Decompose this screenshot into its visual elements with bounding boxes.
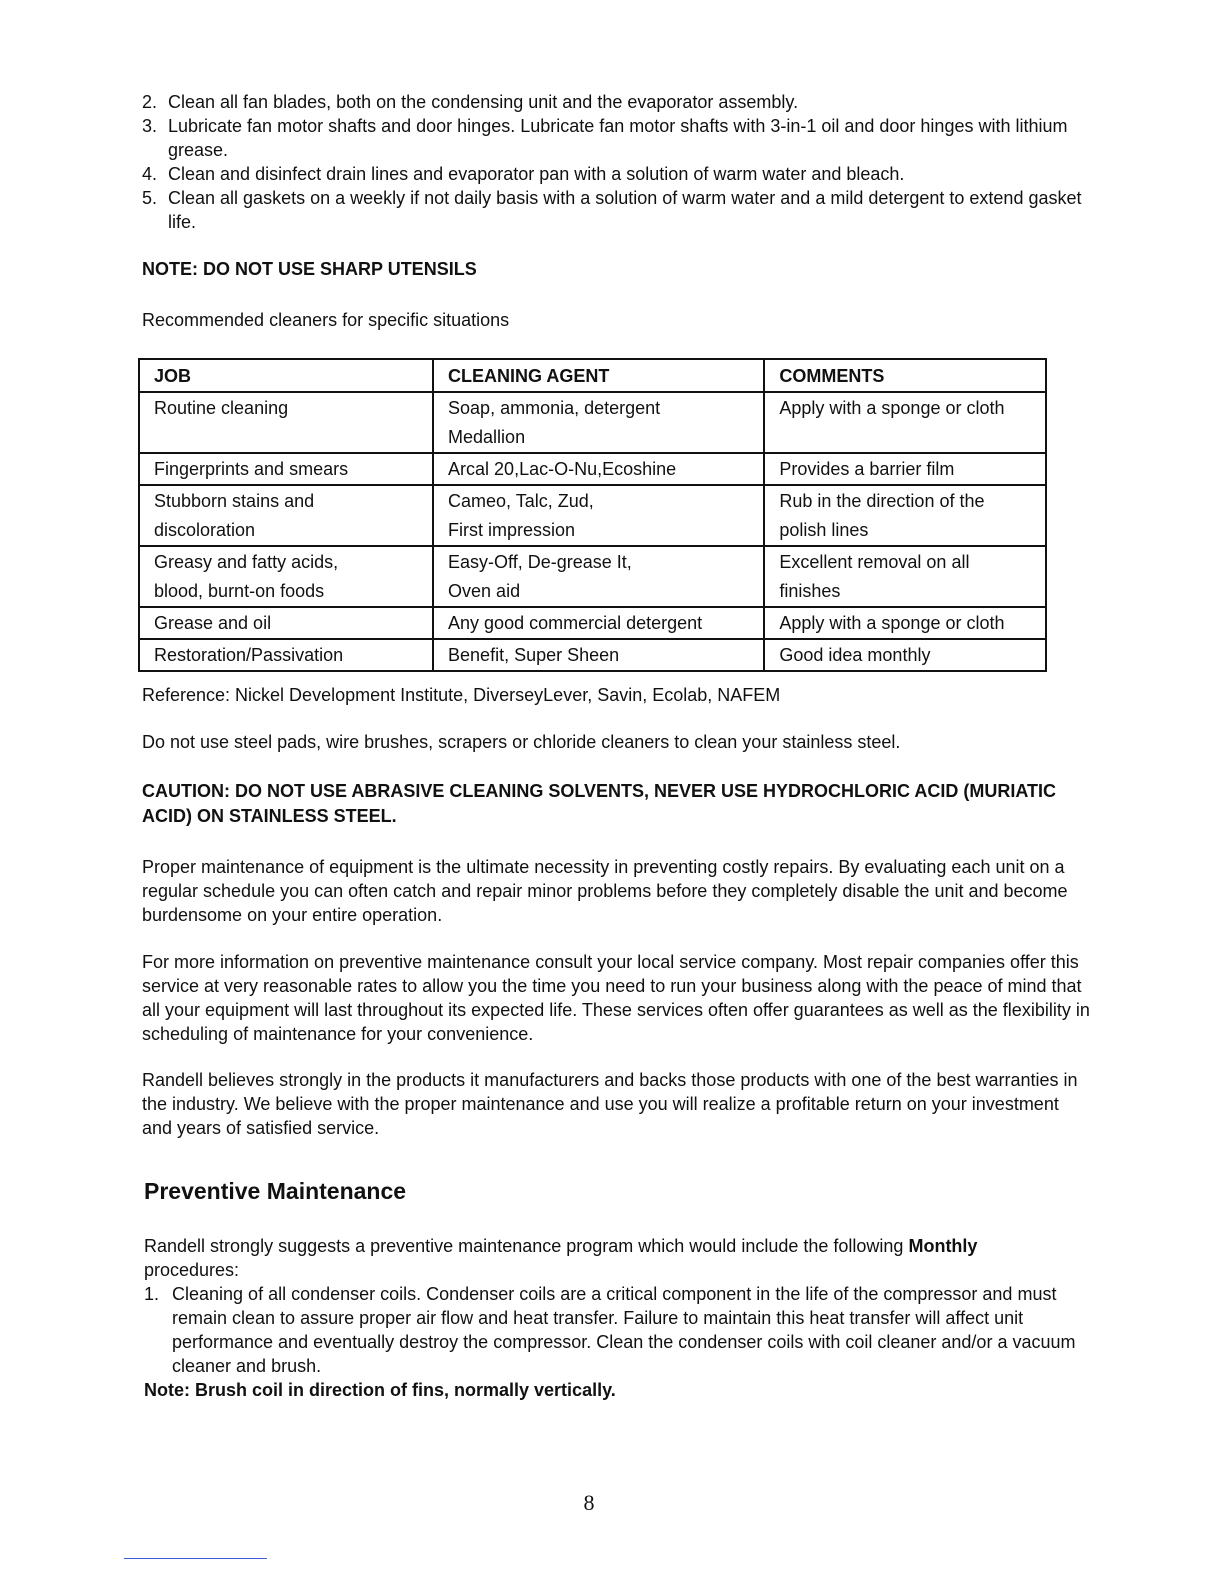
step-text: Clean and disinfect drain lines and evaporator pan with a solution of warm water and bleach. [168,164,905,184]
cell-line: Good idea monthly [779,645,931,665]
job-cell [139,546,433,607]
cell-line: polish lines [779,520,869,540]
cell-line: Rub in the direction of the [779,491,985,511]
cell-line: discoloration [154,520,256,540]
step-number: 4. [142,164,158,184]
table-row [139,607,1046,639]
comment-cell [764,546,1046,607]
step-number: 2. [142,92,158,112]
cell-line: Arcal 20,Lac-O-Nu,Ecoshine [448,459,677,479]
cell-line: Apply with a sponge or cloth [779,613,1005,633]
job-cell [139,639,433,671]
comment-cell [764,639,1046,671]
job-cell [139,392,433,453]
step-number: 5. [142,188,158,208]
job-cell [139,607,433,639]
intro-tail: procedures: [144,1260,240,1280]
agent-cell [433,607,764,639]
step-text: Clean all fan blades, both on the condensing unit and the evaporator assembly. [168,92,799,112]
agent-cell [433,392,764,453]
agent-cell [433,485,764,546]
cell-line: Apply with a sponge or cloth [779,398,1005,418]
intro-text: Randell strongly suggests a preventive maintenance program which would include the following [144,1236,904,1256]
page-number: 8 [583,1490,595,1515]
comment-cell [764,392,1046,453]
cell-line: Oven aid [448,581,521,601]
table-row [139,639,1046,671]
recommended-cleaners-intro: Recommended cleaners for specific situations [142,310,510,330]
section-heading: Preventive Maintenance [144,1178,407,1204]
list-item [142,90,1102,114]
cell-line: Any good commercial detergent [448,613,703,633]
steel-pads-warning: Do not use steel pads, wire brushes, scrapers or chloride cleaners to clean your stainless steel. [142,732,901,752]
list-item [142,114,1102,162]
comment-cell [764,453,1046,485]
column-header-comments: COMMENTS [764,359,1046,392]
column-header-cleaning-agent: CLEANING AGENT [433,359,764,392]
job-cell [139,453,433,485]
table-row [139,392,1046,453]
cleaning-steps-list [142,90,1102,234]
footer-rule [124,1558,267,1559]
warranty-paragraph: Randell believes strongly in the products it manufacturers and backs those products with one of the best warranties in the industry. We believe with the proper maintenance and use you will realize a profitable return on your investment and years of satisfied service. [142,1070,1078,1138]
sharp-utensils-note: NOTE: DO NOT USE SHARP UTENSILS [142,259,477,279]
job-cell [139,485,433,546]
intro-bold-monthly: Monthly [908,1236,978,1256]
list-item [144,1282,1104,1378]
caution-notice: CAUTION: DO NOT USE ABRASIVE CLEANING SOLVENTS, NEVER USE HYDROCHLORIC ACID (MURIATIC ACID) ON STAINLESS STEEL. [142,781,1057,826]
reference-line: Reference: Nickel Development Institute, DiverseyLever, Savin, Ecolab, NAFEM [142,685,781,705]
cell-line: Soap, ammonia, detergent [448,398,661,418]
comment-cell [764,607,1046,639]
cell-line: First impression [448,520,576,540]
agent-cell [433,453,764,485]
table-row [139,546,1046,607]
cell-line: Routine cleaning [154,398,289,418]
cell-line: Easy-Off, De-grease It, [448,552,632,572]
cell-line: Restoration/Passivation [154,645,344,665]
monthly-procedures-list [144,1282,1104,1378]
cell-line: Medallion [448,427,526,447]
table-row [139,453,1046,485]
maintenance-paragraph: Proper maintenance of equipment is the ultimate necessity in preventing costly repairs. By evaluating each unit on a regular schedule you can often catch and repair minor problems before they completely disable the unit and become burdensome on your entire operation. [142,857,1068,925]
brush-coil-note: Note: Brush coil in direction of fins, normally vertically. [144,1380,616,1400]
comment-cell [764,485,1046,546]
list-item [142,186,1102,234]
cell-line: finishes [779,581,841,601]
step-text: Cleaning of all condenser coils. Condenser coils are a critical component in the life of the compressor and must remain clean to assure proper air flow and heat transfer. Failure to maintain this heat transfer will affect unit performance and eventually destroy the compressor. Clean the condenser coils with coil cleaner and/or a vacuum cleaner and brush. [172,1284,1076,1376]
cleaners-table [138,358,1047,672]
cell-line: Cameo, Talc, Zud, [448,491,594,511]
list-item [142,162,1102,186]
cell-line: Provides a barrier film [779,459,955,479]
service-paragraph: For more information on preventive maintenance consult your local service company. Most repair companies offer this service at very reasonable rates to allow you the time you need to run your business along with the peace of mind that all your equipment will last throughout its expected life. These services often offer guarantees as well as the flexibility in scheduling of maintenance for your convenience. [142,952,1090,1044]
table-row [139,485,1046,546]
cell-line: Fingerprints and smears [154,459,349,479]
step-number: 3. [142,116,158,136]
step-text: Lubricate fan motor shafts and door hinges. Lubricate fan motor shafts with 3-in-1 oil and door hinges with lithium grease. [168,116,1068,160]
preventive-maintenance-intro [144,1234,1094,1282]
cell-line: Grease and oil [154,613,272,633]
cell-line: Excellent removal on all [779,552,970,572]
table-header-row [139,359,1046,392]
step-text: Clean all gaskets on a weekly if not daily basis with a solution of warm water and a mild detergent to extend gasket life. [168,188,1082,232]
column-header-job: JOB [139,359,433,392]
cell-line: Greasy and fatty acids, [154,552,339,572]
cell-line: blood, burnt-on foods [154,581,325,601]
cell-line: Stubborn stains and [154,491,315,511]
agent-cell [433,639,764,671]
step-number: 1. [144,1284,160,1304]
agent-cell [433,546,764,607]
cell-line: Benefit, Super Sheen [448,645,620,665]
